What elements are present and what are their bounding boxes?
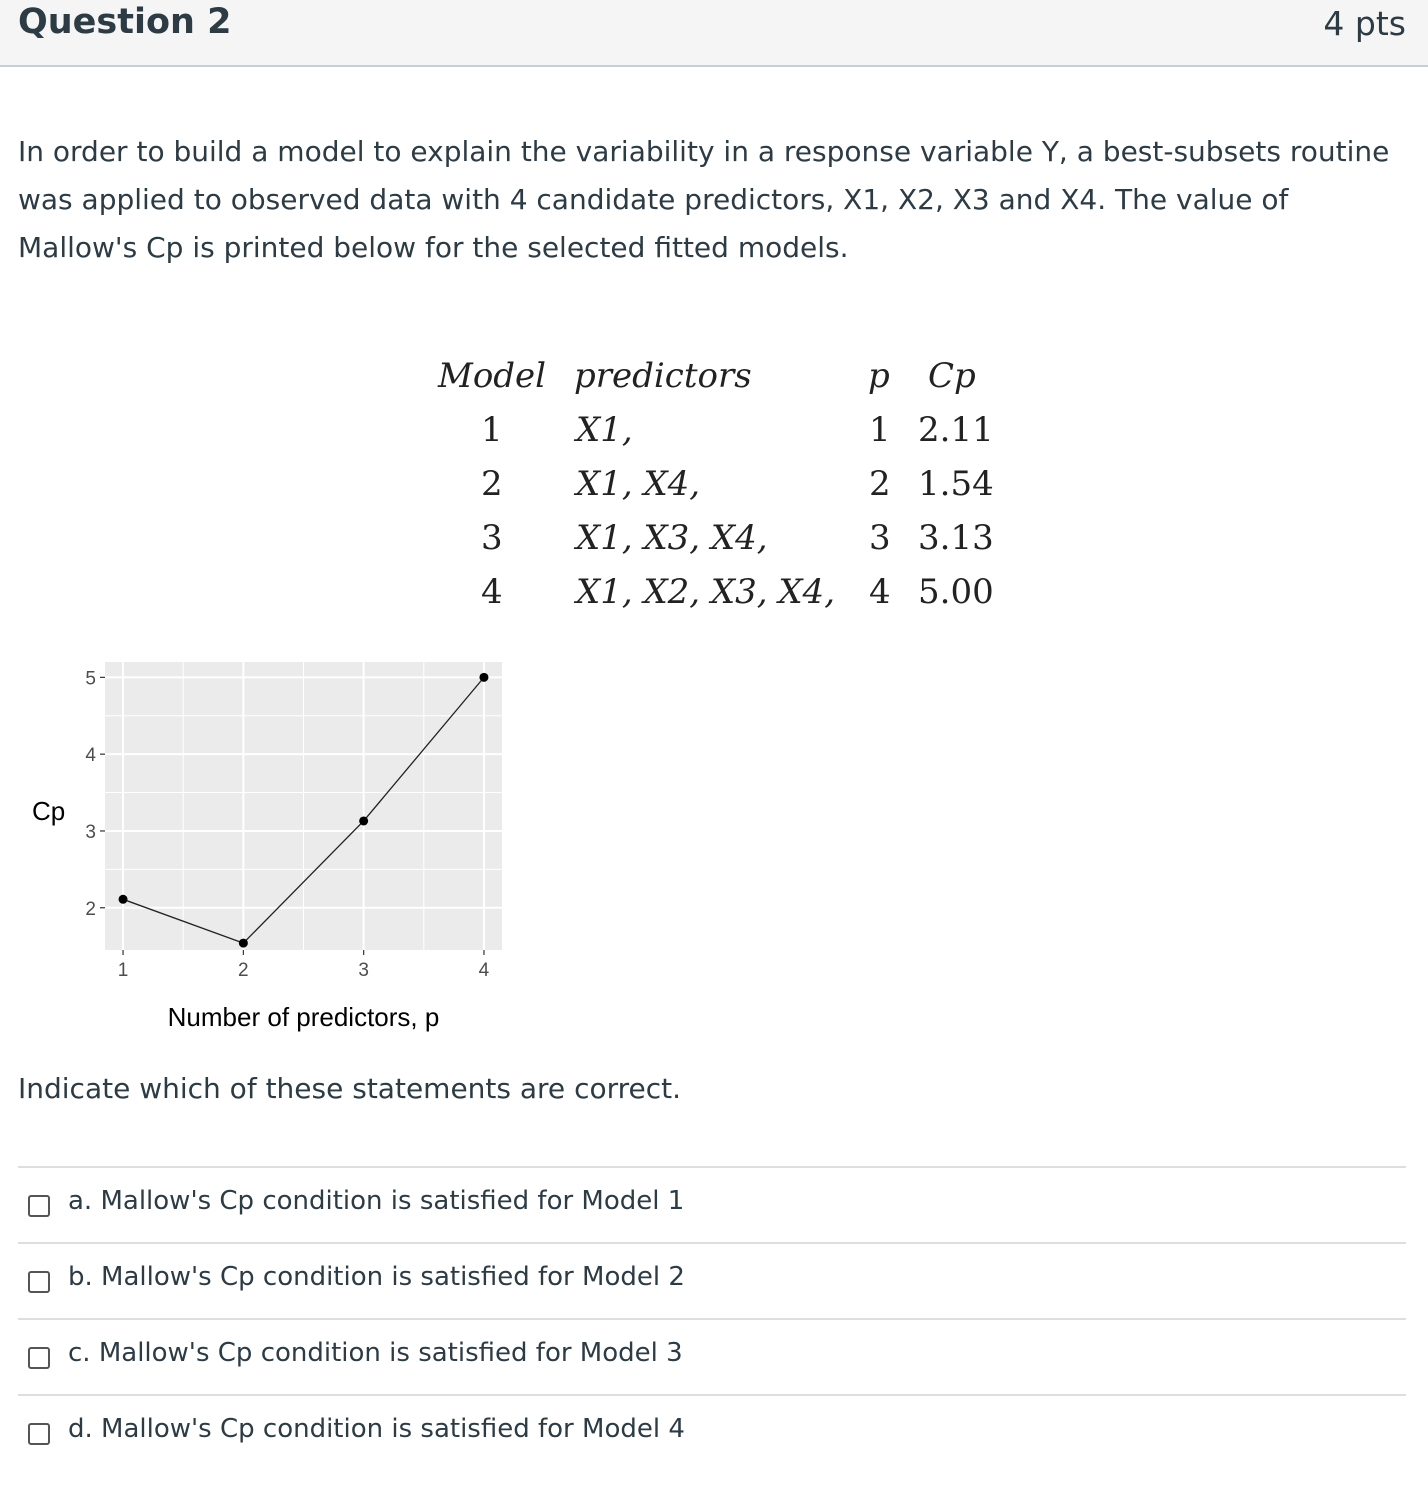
row-2-cp: 1.54 bbox=[918, 464, 994, 504]
x-tick-label: 2 bbox=[238, 960, 249, 981]
row-3-cp: 3.13 bbox=[918, 518, 994, 558]
row-2-model: 2 bbox=[481, 464, 503, 504]
answer-label-d[interactable]: d. Mallow's Cp condition is satisfied for Model 4 bbox=[68, 1414, 685, 1444]
row-3-p: 3 bbox=[869, 518, 891, 558]
row-1-cp: 2.11 bbox=[918, 410, 994, 450]
row-4-model: 4 bbox=[481, 572, 503, 612]
row-4-predictors: X1, X2, X3, X4, bbox=[576, 572, 836, 612]
data-point bbox=[479, 673, 488, 682]
question-points: 4 pts bbox=[1323, 4, 1406, 43]
checkbox-b[interactable] bbox=[28, 1271, 50, 1293]
row-1-predictors: X1, bbox=[576, 410, 633, 450]
row-4-p: 4 bbox=[869, 572, 891, 612]
x-tick-label: 1 bbox=[117, 960, 129, 981]
y-tick-label: 4 bbox=[85, 745, 96, 767]
answer-list bbox=[18, 1166, 1406, 1470]
answer-option-a[interactable] bbox=[18, 1166, 1406, 1242]
data-point bbox=[119, 895, 128, 904]
header-p: p bbox=[868, 356, 890, 396]
question-title: Question 2 bbox=[18, 2, 232, 42]
checkbox-a[interactable] bbox=[28, 1195, 50, 1217]
row-1-p: 1 bbox=[869, 410, 891, 450]
x-axis-label: Number of predictors, p bbox=[167, 1002, 440, 1032]
answer-option-d[interactable] bbox=[18, 1394, 1406, 1470]
checkbox-c[interactable] bbox=[28, 1347, 50, 1369]
row-3-predictors: X1, X3, X4, bbox=[576, 518, 768, 558]
row-3-model: 3 bbox=[481, 518, 503, 558]
row-2-p: 2 bbox=[869, 464, 891, 504]
answer-label-c[interactable]: c. Mallow's Cp condition is satisfied for Model 3 bbox=[68, 1338, 683, 1368]
answer-label-b[interactable]: b. Mallow's Cp condition is satisfied for Model 2 bbox=[68, 1262, 685, 1292]
cp-line-chart bbox=[0, 640, 520, 1050]
header-cp: Cp bbox=[928, 356, 976, 396]
checkbox-d[interactable] bbox=[28, 1423, 50, 1445]
data-point bbox=[239, 939, 248, 948]
instruction-text: Indicate which of these statements are correct. bbox=[18, 1072, 682, 1105]
x-tick-label: 4 bbox=[478, 960, 490, 981]
answer-label-a[interactable]: a. Mallow's Cp condition is satisfied for Model 1 bbox=[68, 1186, 685, 1216]
answer-option-c[interactable] bbox=[18, 1318, 1406, 1394]
x-tick-label: 3 bbox=[358, 960, 369, 981]
question-prompt: In order to build a model to explain the variability in a response variable Y, a best-subsets routine was applied to observed data with 4 candidate predictors, X1, X2, X3 and X4. The value of Mallow's Cp is printed below for the selected fitted models. bbox=[18, 135, 1390, 264]
row-1-model: 1 bbox=[481, 410, 503, 450]
data-point bbox=[359, 816, 368, 825]
header-model: Model bbox=[438, 356, 547, 396]
row-4-cp: 5.00 bbox=[918, 572, 994, 612]
y-tick-label: 3 bbox=[85, 821, 96, 843]
row-2-predictors: X1, X4, bbox=[576, 464, 701, 504]
answer-option-b[interactable] bbox=[18, 1242, 1406, 1318]
y-tick-label: 5 bbox=[85, 668, 96, 690]
model-table bbox=[0, 0, 1428, 640]
y-tick-label: 2 bbox=[85, 898, 96, 920]
y-axis-label: Cp bbox=[32, 796, 66, 826]
header-predictors: predictors bbox=[574, 356, 752, 396]
